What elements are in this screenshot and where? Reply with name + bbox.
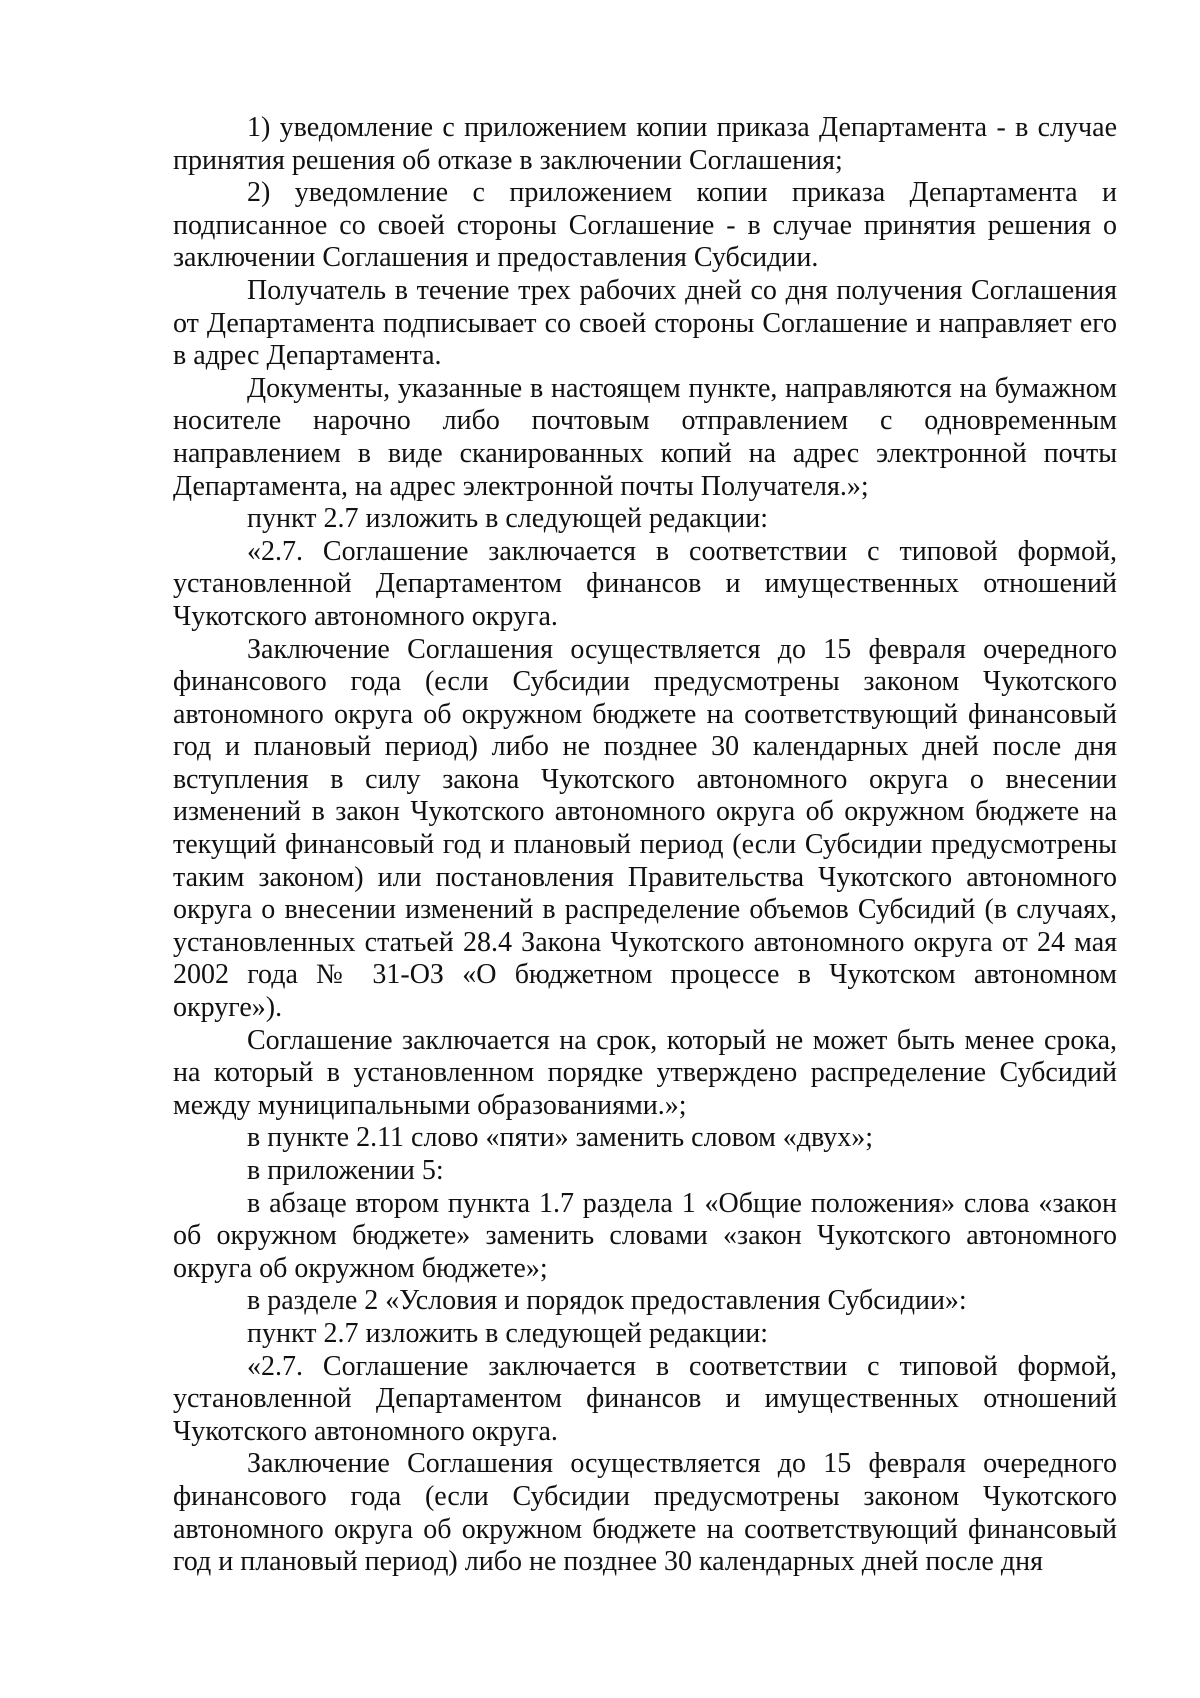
paragraph-conclusion-deadline-second: Заключение Соглашения осуществляется до 15 февраля очередного финансового года (если Субсидии предусмотрены законом Чукотского автономного округа об окружном бюджете на соответствующий финансовый год и плановый период) либо не позднее 30 календарных дней после дня xyxy=(173,1448,1117,1578)
paragraph-2-7-text-second: «2.7. Соглашение заключается в соответствии с типовой формой, установленной Департаментом финансов и имущественных отношений Чукотского автономного округа. xyxy=(173,1350,1117,1447)
paragraph-item-2: 2) уведомление с приложением копии приказа Департамента и подписанное со своей стороны Соглашение - в случае принятия решения о заключении Соглашения и предоставления Субсидии. xyxy=(173,177,1117,274)
paragraph-agreement-term: Соглашение заключается на срок, который не может быть менее срока, на который в установленном порядке утверждено распределение Субсидий между муниципальными образованиями.»; xyxy=(173,1024,1117,1121)
paragraph-item-1: 1) уведомление с приложением копии приказа Департамента - в случае принятия решения об отказе в заключении Соглашения; xyxy=(173,112,1117,176)
paragraph-amend-1-7: в абзаце втором пункта 1.7 раздела 1 «Общие положения» слова «закон об окружном бюджете» заменить словами «закон Чукотского автономного округа об окружном бюджете»; xyxy=(173,1187,1117,1284)
paragraph-documents-delivery: Документы, указанные в настоящем пункте, направляются на бумажном носителе нарочно либо почтовым отправлением с одновременным направлением в виде сканированных копий на адрес электронной почты Департамента, на адрес электронной почты Получателя.»; xyxy=(173,372,1117,502)
paragraph-section-2: в разделе 2 «Условия и порядок предоставления Субсидии»: xyxy=(247,1285,967,1317)
paragraph-2-7-text: «2.7. Соглашение заключается в соответствии с типовой формой, установленной Департаментом финансов и имущественных отношений Чукотского автономного округа. xyxy=(173,535,1117,632)
document-body xyxy=(173,112,1117,1579)
paragraph-amend-2-7-second: пункт 2.7 изложить в следующей редакции: xyxy=(247,1317,768,1349)
paragraph-recipient-signing: Получатель в течение трех рабочих дней со дня получения Соглашения от Департамента подписывает со своей стороны Соглашение и направляет его в адрес Департамента. xyxy=(173,274,1117,372)
paragraph-conclusion-deadline: Заключение Соглашения осуществляется до 15 февраля очередного финансового года (если Субсидии предусмотрены законом Чукотского автономного округа об окружном бюджете на соответствующий финансовый год и плановый период) либо не позднее 30 календарных дней после дня вступления в силу закона Чукотского автономного округа о внесении изменений в закон Чукотского автономного округа об окружном бюджете на текущий финансовый год и плановый период (если Субсидии предусмотрены таким законом) или постановления Правительства Чукотского автономного округа о внесении изменений в распределение объемов Субсидий (в случаях, установленных статьей 28.4 Закона Чукотского автономного округа от 24 мая 2002 года № 31-ОЗ «О бюджетном процессе в Чукотском автономном округе»). xyxy=(173,633,1117,1024)
paragraph-amend-2-7: пункт 2.7 изложить в следующей редакции: xyxy=(247,503,768,535)
paragraph-amend-2-11: в пункте 2.11 слово «пяти» заменить словом «двух»; xyxy=(247,1122,874,1154)
paragraph-appendix-5: в приложении 5: xyxy=(247,1155,444,1186)
